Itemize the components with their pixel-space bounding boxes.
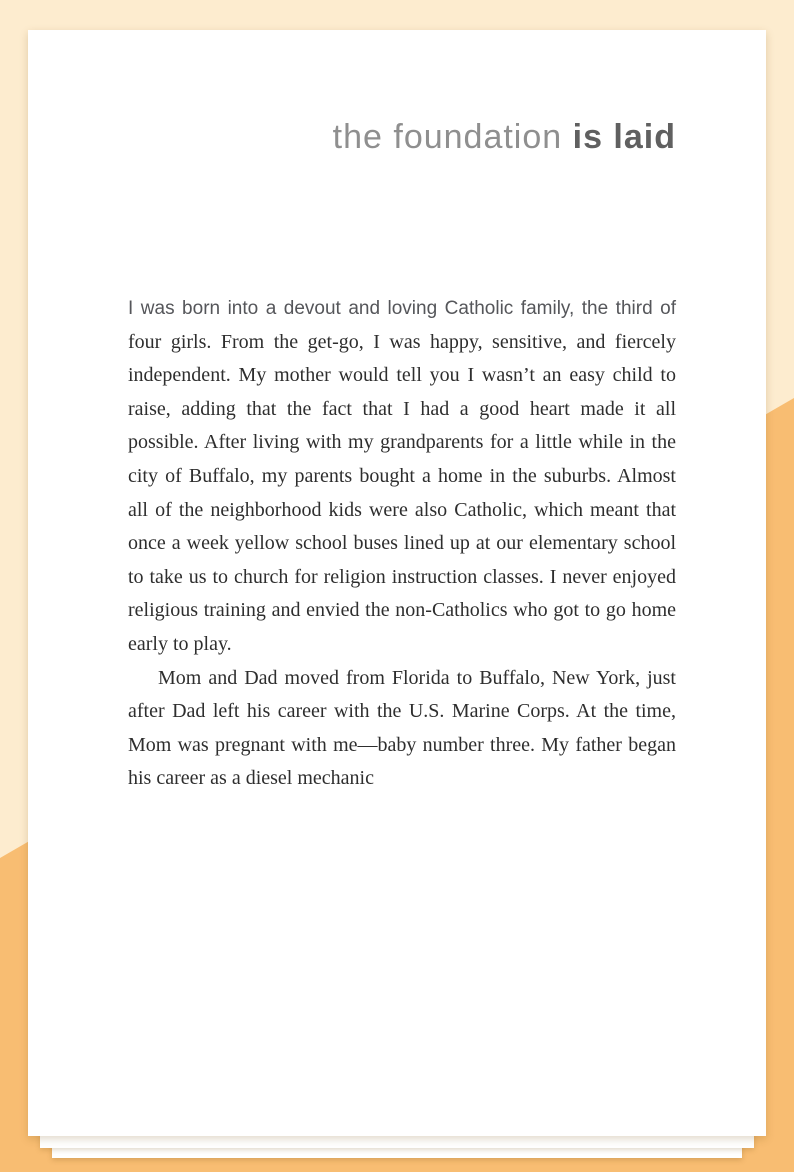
chapter-title	[28, 118, 676, 157]
paragraph-opening: I was born into a devout and loving Catholic family, the third of four girls. From the get-go, I was happy, sensitive, and fiercely independent. My mother would tell you I wasn’t an easy child to raise, adding that the fact that I had a good heart made it all possible. After living with my grandparents for a little while in the city of Buffalo, my parents bought a home in the suburbs. Almost all of the neighborhood kids were also Catholic, which meant that once a week yellow school buses lined up at our elementary school to take us to church for religion instruction classes. I never enjoyed religious training and envied the non-Catholics who got to go home early to play.	[128, 298, 676, 655]
chapter-title-regular: the foundation	[332, 118, 573, 156]
book-page	[28, 30, 766, 1136]
chapter-title-bold: is laid	[572, 118, 676, 156]
body-text	[128, 292, 676, 796]
paragraph-second: Mom and Dad moved from Florida to Buffalo, New York, just after Dad left his career with the U.S. Marine Corps. At the time, Mom was pregnant with me—baby number three. My father began his career as a diesel mechanic	[128, 666, 676, 790]
